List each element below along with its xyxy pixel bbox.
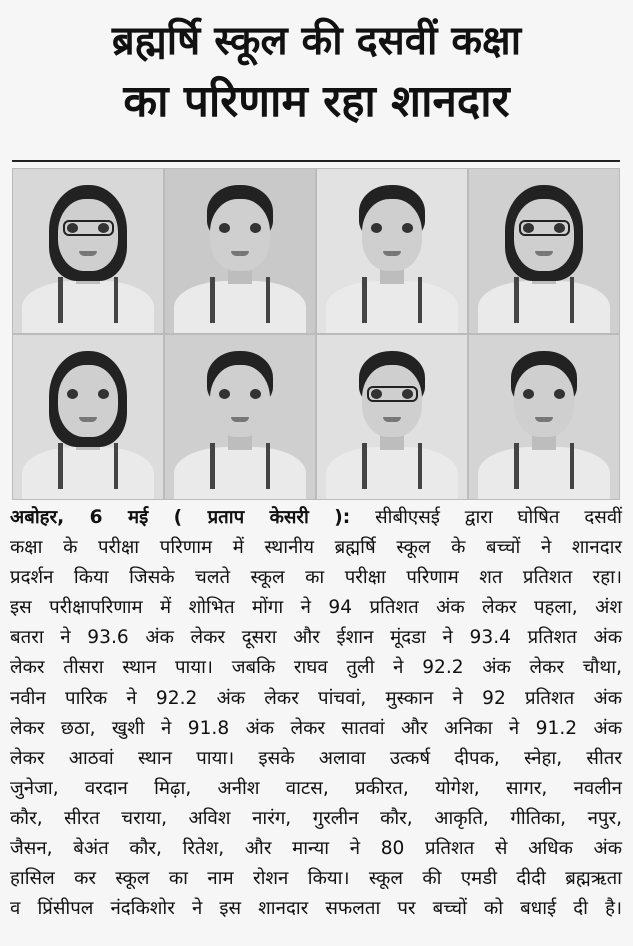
lanyard	[58, 277, 63, 323]
face	[514, 365, 574, 437]
article-line: हासिल कर स्कूल का नाम रोशन किया। स्कूल की एमडी दीदी ब्रह्मऋता	[10, 868, 622, 890]
headline-line-1: ब्रह्मर्षि स्कूल की दसवीं कक्षा	[111, 18, 522, 64]
lanyard	[570, 277, 575, 323]
lanyard	[114, 277, 119, 323]
shirt	[22, 281, 154, 334]
glasses	[367, 386, 418, 402]
student-photo-4	[468, 168, 620, 334]
eyes	[67, 389, 109, 399]
shirt	[174, 281, 306, 334]
article-line: जैसन, बेअंत कौर, रितेश, और मान्या ने 80 प्रतिशत से अधिक अंक	[10, 838, 622, 860]
mouth	[79, 417, 97, 422]
article-line: बतरा ने 93.6 अंक लेकर दूसरा और ईशान मूंदडा ने 93.4 प्रतिशत अंक	[10, 627, 622, 649]
shirt	[174, 447, 306, 500]
student-photo-3	[316, 168, 468, 334]
mouth	[79, 251, 97, 256]
article-line	[10, 503, 622, 533]
shirt	[478, 447, 610, 500]
lanyard	[58, 443, 63, 489]
shirt	[478, 281, 610, 334]
article-line: कक्षा के परीक्षा परिणाम में स्थानीय ब्रह्मर्षि स्कूल के बच्चों ने शानदार	[10, 537, 622, 559]
student-photo-7	[316, 334, 468, 500]
lanyard	[210, 277, 215, 323]
mouth	[231, 251, 249, 256]
top-rule	[12, 160, 620, 162]
mouth	[383, 417, 401, 422]
student-photo-5	[12, 334, 164, 500]
lanyard	[362, 277, 367, 323]
mouth	[231, 417, 249, 422]
shirt	[22, 447, 154, 500]
student-photo-grid	[12, 168, 620, 500]
article-line: लेकर आठवां स्थान पाया। इसके अलावा उत्कर्ष दीपक, स्नेहा, सीतर	[10, 747, 622, 769]
face	[210, 199, 270, 271]
article-line: लेकर छठा, खुशी ने 91.8 अंक लेकर सातवां और अनिका ने 91.2 अंक	[10, 717, 622, 739]
lanyard	[514, 277, 519, 323]
glasses	[63, 220, 114, 236]
article-line-text: सीबीएसई द्वारा घोषित दसवीं	[375, 507, 622, 528]
mouth	[383, 251, 401, 256]
face	[210, 365, 270, 437]
eyes	[371, 223, 413, 233]
lanyard	[114, 443, 119, 489]
dateline: अबोहर, 6 मई ( प्रताप केसरी ):	[10, 507, 351, 528]
article-line: लेकर तीसरा स्थान पाया। जबकि राघव तुली ने 92.2 अंक लेकर चौथा,	[10, 657, 622, 679]
article-line: कौर, सीरत चराया, अविश नारंग, गुरलीन कौर, आकृति, गीतिका, नपुर,	[10, 807, 622, 829]
face	[362, 199, 422, 271]
lanyard	[266, 277, 271, 323]
mouth	[535, 417, 553, 422]
article-line: जुनेजा, वरदान मिढ़ा, अनीश वाटस, प्रकीरत, योगेश, सागर, नवलीन	[10, 777, 622, 799]
article-line: नवीन पारिक ने 92.2 अंक लेकर पांचवां, मुस्कान ने 92 प्रतिशत अंक	[10, 687, 622, 709]
lanyard	[570, 443, 575, 489]
glasses	[519, 220, 570, 236]
article-line: प्रदर्शन किया जिसके चलते स्कूल का परीक्षा परिणाम शत प्रतिशत रहा।	[10, 567, 622, 589]
student-photo-6	[164, 334, 316, 500]
headline	[0, 12, 633, 134]
shirt	[326, 447, 458, 500]
lanyard	[514, 443, 519, 489]
lanyard	[418, 277, 423, 323]
article-line: इस परीक्षापरिणाम में शोभित मोंगा ने 94 प्रतिशत अंक लेकर पहला, अंश	[10, 597, 622, 619]
lanyard	[362, 443, 367, 489]
headline-line-2: का परिणाम रहा शानदार	[123, 76, 510, 127]
mouth	[535, 251, 553, 256]
article-body	[10, 503, 622, 924]
lanyard	[210, 443, 215, 489]
student-photo-1	[12, 168, 164, 334]
eyes	[219, 389, 261, 399]
student-photo-2	[164, 168, 316, 334]
eyes	[523, 389, 565, 399]
eyes	[219, 223, 261, 233]
face	[58, 365, 118, 437]
shirt	[326, 281, 458, 334]
lanyard	[266, 443, 271, 489]
student-photo-8	[468, 334, 620, 500]
article-line: व प्रिंसीपल नंदकिशोर ने इस शानदार सफलता पर बच्चों को बधाई दी है।	[10, 898, 622, 920]
lanyard	[418, 443, 423, 489]
